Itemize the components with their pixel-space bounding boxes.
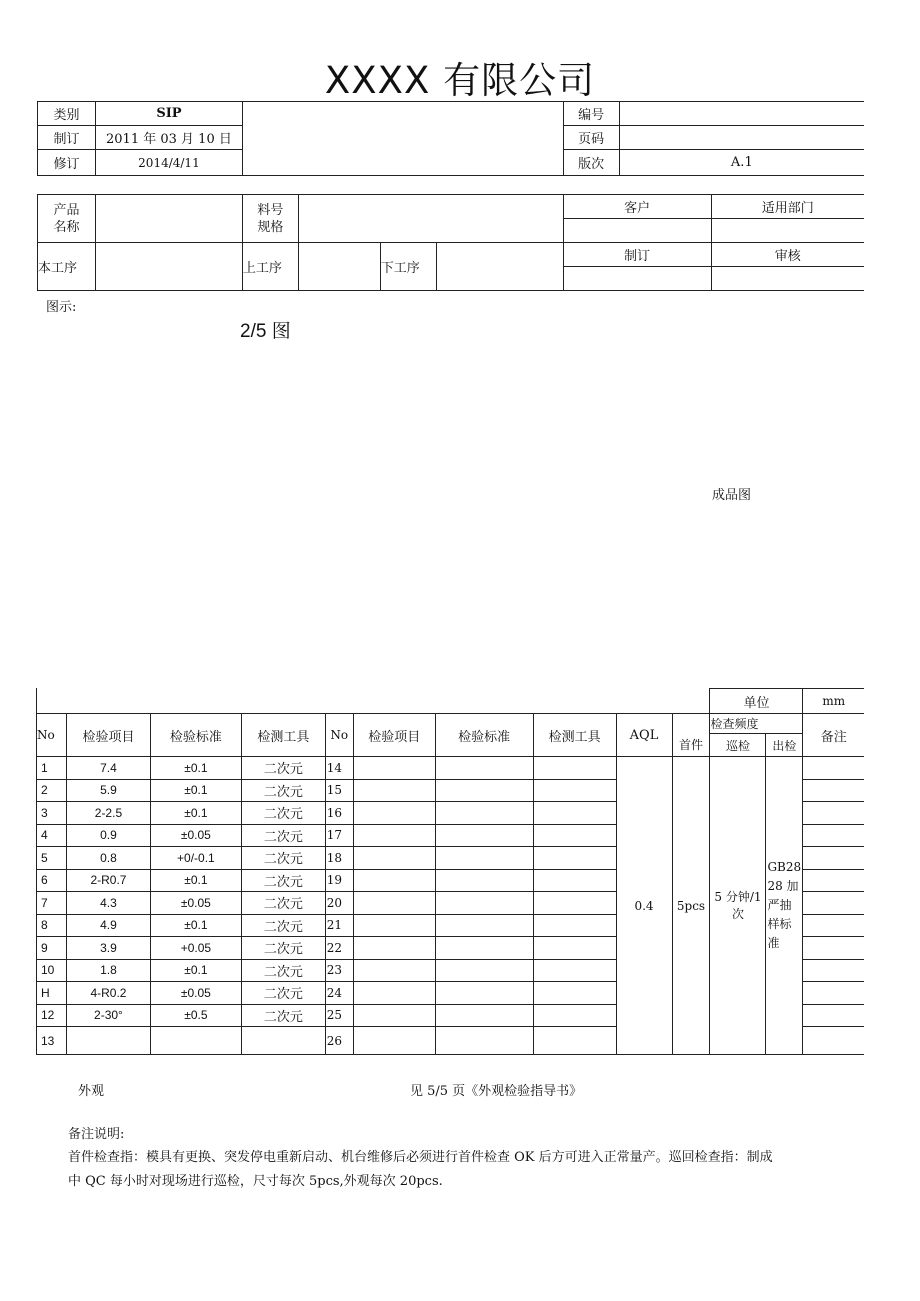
row-tool-2 xyxy=(533,982,616,1005)
author-label: 制订 xyxy=(563,243,711,267)
row-no: 10 xyxy=(37,959,67,982)
row-standard-2 xyxy=(435,1027,533,1055)
unit-label: 单位 xyxy=(710,689,803,714)
figure-label: 图示: xyxy=(46,300,77,315)
revised-value: 2014/4/11 xyxy=(95,150,242,176)
page-label: 页码 xyxy=(563,126,619,150)
header-first: 首件 xyxy=(672,734,710,757)
dept-label: 适用部门 xyxy=(711,195,864,219)
header-no-2: No xyxy=(325,714,353,757)
row-no-2: 26 xyxy=(325,1027,353,1055)
row-tool: 二次元 xyxy=(241,824,325,847)
company-title: XXXX 有限公司 xyxy=(324,59,596,102)
author-value xyxy=(563,267,711,291)
row-item: 0.9 xyxy=(66,824,150,847)
row-standard-2 xyxy=(435,1004,533,1027)
category-value: SIP xyxy=(95,102,242,126)
row-standard-2 xyxy=(435,914,533,937)
row-remark xyxy=(803,869,864,892)
header-standard: 检验标准 xyxy=(150,714,241,757)
row-item-2 xyxy=(353,937,435,960)
appearance-value: 见 5/5 页《外观检验指导书》 xyxy=(410,1084,583,1099)
header-frequency: 检查频度 xyxy=(710,714,803,734)
row-tool: 二次元 xyxy=(241,847,325,870)
row-no: 4 xyxy=(37,824,67,847)
row-standard-2 xyxy=(435,959,533,982)
row-item: 3.9 xyxy=(66,937,150,960)
row-tool: 二次元 xyxy=(241,892,325,915)
row-standard: ±0.05 xyxy=(150,824,241,847)
row-standard: ±0.1 xyxy=(150,802,241,825)
header-aql: AQL xyxy=(616,714,672,757)
product-info-table xyxy=(37,194,864,291)
row-standard-2 xyxy=(435,869,533,892)
row-tool: 二次元 xyxy=(241,959,325,982)
row-no: 13 xyxy=(37,1027,67,1055)
row-item xyxy=(66,1027,150,1055)
row-no: 9 xyxy=(37,937,67,960)
row-standard-2 xyxy=(435,982,533,1005)
row-no-2: 18 xyxy=(325,847,353,870)
row-standard: ±0.1 xyxy=(150,779,241,802)
row-standard: ±0.05 xyxy=(150,982,241,1005)
row-item: 2-2.5 xyxy=(66,802,150,825)
header-remark: 备注 xyxy=(803,714,864,757)
next-process-label: 下工序 xyxy=(380,243,436,291)
row-remark xyxy=(803,779,864,802)
row-no: 3 xyxy=(37,802,67,825)
row-tool: 二次元 xyxy=(241,802,325,825)
row-tool-2 xyxy=(533,802,616,825)
header-tool-2: 检测工具 xyxy=(533,714,616,757)
row-no: 2 xyxy=(37,779,67,802)
part-spec-value xyxy=(298,195,563,243)
row-standard-2 xyxy=(435,824,533,847)
inspection-table xyxy=(36,688,864,1055)
row-no: 6 xyxy=(37,869,67,892)
row-standard: ±0.1 xyxy=(150,757,241,780)
row-remark xyxy=(803,914,864,937)
row-tool-2 xyxy=(533,757,616,780)
appearance-label: 外观 xyxy=(78,1084,105,1099)
row-standard-2 xyxy=(435,892,533,915)
row-remark xyxy=(803,1004,864,1027)
row-item: 4.3 xyxy=(66,892,150,915)
row-no: 8 xyxy=(37,914,67,937)
aql-value: 0.4 xyxy=(616,757,672,1055)
row-no-2: 24 xyxy=(325,982,353,1005)
header-no: No xyxy=(37,714,67,757)
table-row xyxy=(37,757,865,780)
row-tool-2 xyxy=(533,959,616,982)
prev-process-value xyxy=(298,243,380,291)
header-item-2: 检验项目 xyxy=(353,714,435,757)
row-item: 4-R0.2 xyxy=(66,982,150,1005)
row-tool: 二次元 xyxy=(241,779,325,802)
row-standard xyxy=(150,1027,241,1055)
row-item-2 xyxy=(353,1027,435,1055)
row-remark xyxy=(803,959,864,982)
row-no-2: 20 xyxy=(325,892,353,915)
row-remark xyxy=(803,982,864,1005)
header-tool: 检测工具 xyxy=(241,714,325,757)
row-no-2: 15 xyxy=(325,779,353,802)
row-item: 2-30° xyxy=(66,1004,150,1027)
row-remark xyxy=(803,757,864,780)
row-remark xyxy=(803,1027,864,1055)
row-remark xyxy=(803,824,864,847)
page-value xyxy=(619,126,864,150)
row-item-2 xyxy=(353,982,435,1005)
header-info-table xyxy=(37,101,864,176)
header-frequency-spacer xyxy=(672,714,710,734)
product-drawing-label: 成品图 xyxy=(712,488,752,503)
row-tool xyxy=(241,1027,325,1055)
row-item: 0.8 xyxy=(66,847,150,870)
row-tool-2 xyxy=(533,779,616,802)
row-item-2 xyxy=(353,892,435,915)
row-no-2: 21 xyxy=(325,914,353,937)
row-tool-2 xyxy=(533,847,616,870)
header-item: 检验项目 xyxy=(66,714,150,757)
part-spec-label: 料号 规格 xyxy=(242,195,298,243)
row-standard: ±0.05 xyxy=(150,892,241,915)
notes-line-1: 首件检查指：模具有更换、突发停电重新启动、机台维修后必须进行首件检查 OK 后方可进入正常量产。巡回检查指：制成 xyxy=(68,1150,773,1165)
row-item-2 xyxy=(353,869,435,892)
dept-value xyxy=(711,219,864,243)
row-tool-2 xyxy=(533,1027,616,1055)
row-standard-2 xyxy=(435,757,533,780)
row-no-2: 19 xyxy=(325,869,353,892)
number-label: 编号 xyxy=(563,102,619,126)
row-remark xyxy=(803,802,864,825)
row-tool: 二次元 xyxy=(241,757,325,780)
created-value: 2011 年 03 月 10 日 xyxy=(95,126,242,150)
row-standard: +0.05 xyxy=(150,937,241,960)
row-tool: 二次元 xyxy=(241,1004,325,1027)
row-tool: 二次元 xyxy=(241,914,325,937)
row-item-2 xyxy=(353,847,435,870)
row-standard-2 xyxy=(435,847,533,870)
category-label: 类别 xyxy=(38,102,96,126)
row-remark xyxy=(803,892,864,915)
row-tool-2 xyxy=(533,1004,616,1027)
row-remark xyxy=(803,847,864,870)
row-no-2: 25 xyxy=(325,1004,353,1027)
this-process-label: 本工序 xyxy=(38,243,96,291)
row-standard: +0/-0.1 xyxy=(150,847,241,870)
patrol-inspection-value: 5 分钟/1 次 xyxy=(710,757,766,1055)
notes-line-2: 中 QC 每小时对现场进行巡检，尺寸每次 5pcs,外观每次 20pcs. xyxy=(68,1174,443,1189)
row-no: 5 xyxy=(37,847,67,870)
row-tool-2 xyxy=(533,937,616,960)
row-item: 4.9 xyxy=(66,914,150,937)
row-remark xyxy=(803,937,864,960)
row-no-2: 14 xyxy=(325,757,353,780)
unit-row-spacer xyxy=(37,689,710,714)
row-item: 5.9 xyxy=(66,779,150,802)
unit-value: mm xyxy=(803,689,864,714)
row-tool: 二次元 xyxy=(241,982,325,1005)
drawing-reference: 2/5 图 xyxy=(240,321,291,342)
row-no: 12 xyxy=(37,1004,67,1027)
row-item-2 xyxy=(353,802,435,825)
first-inspection-value: 5pcs xyxy=(672,757,710,1055)
row-tool-2 xyxy=(533,824,616,847)
product-name-value xyxy=(95,195,242,243)
this-process-value xyxy=(95,243,242,291)
row-no-2: 17 xyxy=(325,824,353,847)
row-item: 2-R0.7 xyxy=(66,869,150,892)
row-standard: ±0.1 xyxy=(150,914,241,937)
header-standard-2: 检验标准 xyxy=(435,714,533,757)
created-label: 制订 xyxy=(38,126,96,150)
prev-process-label: 上工序 xyxy=(242,243,298,291)
next-process-value xyxy=(436,243,563,291)
row-item-2 xyxy=(353,757,435,780)
customer-value xyxy=(563,219,711,243)
product-name-label: 产品 名称 xyxy=(38,195,96,243)
notes-title: 备注说明: xyxy=(68,1127,125,1142)
header-outgoing: 出检 xyxy=(766,734,803,757)
row-item: 1.8 xyxy=(66,959,150,982)
customer-label: 客户 xyxy=(563,195,711,219)
row-no: H xyxy=(37,982,67,1005)
row-item-2 xyxy=(353,824,435,847)
version-label: 版次 xyxy=(563,150,619,176)
row-item-2 xyxy=(353,779,435,802)
row-item-2 xyxy=(353,914,435,937)
row-no: 1 xyxy=(37,757,67,780)
reviewer-value xyxy=(711,267,864,291)
outgoing-inspection-value: GB2828 加严抽样标准 xyxy=(766,757,803,1055)
row-tool-2 xyxy=(533,892,616,915)
row-tool: 二次元 xyxy=(241,869,325,892)
number-value xyxy=(619,102,864,126)
row-tool: 二次元 xyxy=(241,937,325,960)
reviewer-label: 审核 xyxy=(711,243,864,267)
row-no-2: 23 xyxy=(325,959,353,982)
row-tool-2 xyxy=(533,914,616,937)
row-item-2 xyxy=(353,959,435,982)
row-standard: ±0.1 xyxy=(150,869,241,892)
row-no-2: 16 xyxy=(325,802,353,825)
row-no: 7 xyxy=(37,892,67,915)
revised-label: 修订 xyxy=(38,150,96,176)
row-standard-2 xyxy=(435,802,533,825)
row-standard: ±0.1 xyxy=(150,959,241,982)
version-value: A.1 xyxy=(619,150,864,176)
row-no-2: 22 xyxy=(325,937,353,960)
row-standard-2 xyxy=(435,937,533,960)
header-blank xyxy=(242,102,563,176)
row-item-2 xyxy=(353,1004,435,1027)
row-standard-2 xyxy=(435,779,533,802)
row-tool-2 xyxy=(533,869,616,892)
header-patrol: 巡检 xyxy=(710,734,766,757)
row-standard: ±0.5 xyxy=(150,1004,241,1027)
row-item: 7.4 xyxy=(66,757,150,780)
